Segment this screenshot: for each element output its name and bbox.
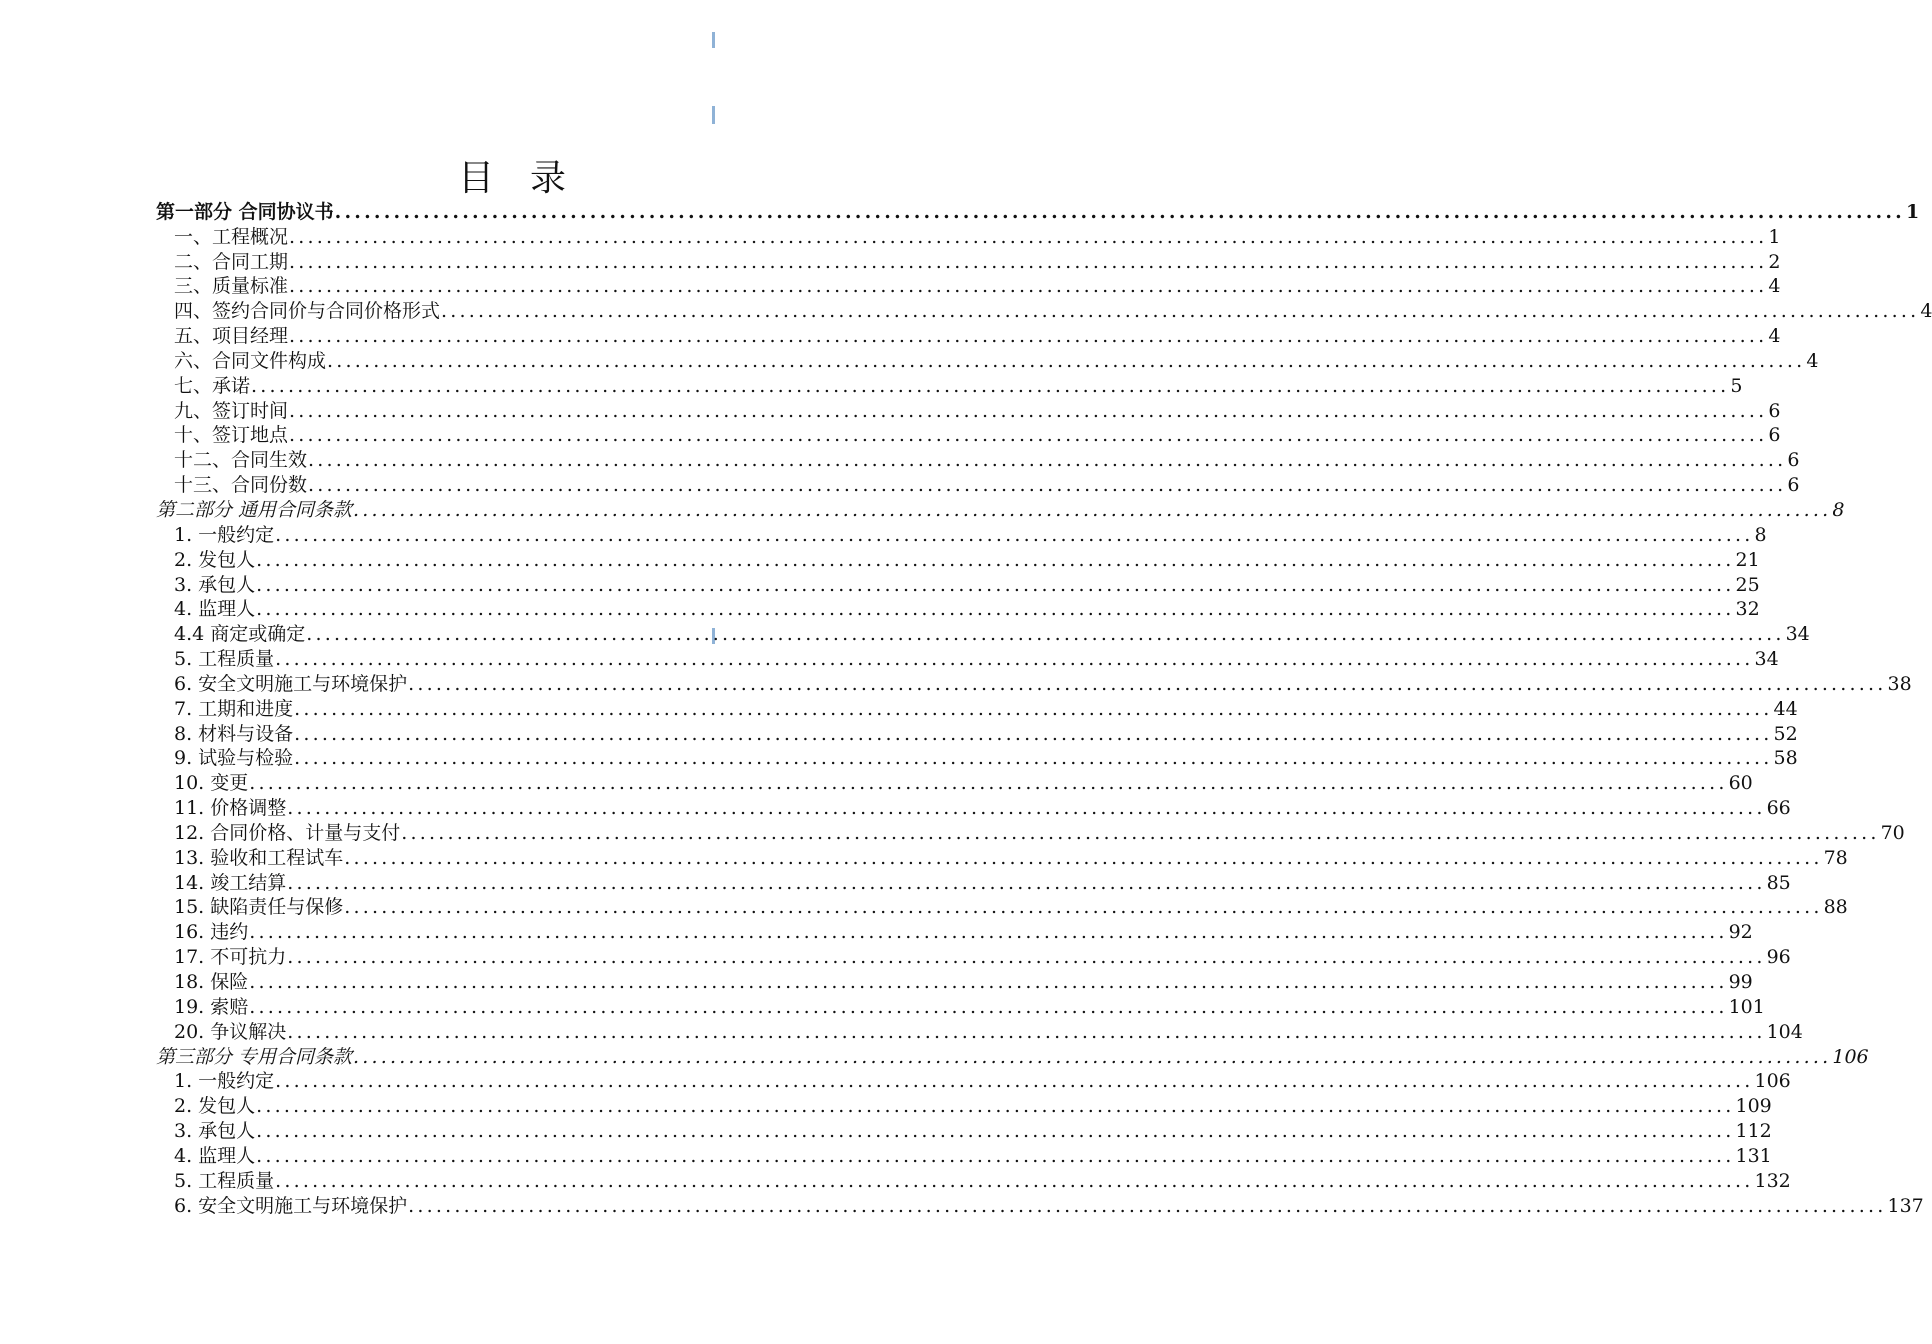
toc-entry-label: 二、合同工期 — [174, 250, 289, 273]
toc-entry[interactable] — [156, 671, 1912, 696]
toc-entry-label: 2. 发包人 — [174, 1095, 256, 1118]
toc-entry[interactable] — [156, 249, 1781, 274]
text-cursor-mark-top — [712, 32, 715, 48]
toc-entry[interactable] — [156, 646, 1779, 671]
toc-entry-label: 3. 承包人 — [174, 573, 256, 596]
toc-entry[interactable] — [156, 1143, 1772, 1168]
toc-entry-page-number: 4 — [1806, 349, 1819, 372]
toc-entry[interactable] — [156, 447, 1800, 472]
toc-entry[interactable] — [156, 373, 1743, 398]
toc-entry-label: 1. 一般约定 — [174, 1070, 275, 1093]
toc-entry[interactable] — [156, 621, 1810, 646]
toc-entry-label: 10. 变更 — [174, 772, 249, 795]
toc-entry-page-number: 1 — [1905, 200, 1920, 223]
toc-leader-dots: ................................................................................................................................................................ — [289, 275, 1768, 298]
toc-entry-page-number: 5 — [1730, 374, 1743, 397]
toc-entry-page-number: 6 — [1768, 399, 1781, 422]
toc-leader-dots: ................................................................................................................................................................ — [289, 225, 1768, 248]
toc-entry-label: 1. 一般约定 — [174, 523, 275, 546]
toc-entry-page-number: 4 — [1768, 275, 1781, 298]
toc-entry[interactable] — [156, 547, 1760, 572]
toc-entry-label: 17. 不可抗力 — [174, 946, 287, 969]
toc-entry-page-number: 44 — [1773, 697, 1798, 720]
toc-entry[interactable] — [156, 919, 1753, 944]
toc-leader-dots: ................................................................................................................................................................ — [441, 300, 1920, 323]
toc-entry-label: 5. 工程质量 — [174, 1169, 275, 1192]
toc-leader-dots: ................................................................................................................................................................ — [344, 896, 1823, 919]
toc-entry[interactable] — [156, 820, 1905, 845]
toc-entry[interactable] — [156, 1193, 1924, 1218]
toc-leader-dots: ................................................................................................................................................................ — [353, 498, 1832, 521]
toc-entry-label: 3. 承包人 — [174, 1120, 256, 1143]
toc-entry-page-number: 1 — [1768, 225, 1781, 248]
toc-entry-label: 一、工程概况 — [174, 225, 289, 248]
toc-entry[interactable] — [156, 944, 1791, 969]
toc-entry[interactable] — [156, 224, 1781, 249]
toc-entry[interactable] — [156, 423, 1781, 448]
toc-leader-dots: ................................................................................................................................................................ — [287, 871, 1766, 894]
toc-leader-dots: ................................................................................................................................................................ — [275, 648, 1754, 671]
toc-entry[interactable] — [156, 994, 1765, 1019]
toc-entry-page-number: 96 — [1766, 946, 1791, 969]
toc-entry-page-number: 132 — [1754, 1169, 1791, 1192]
toc-entry-label: 十二、合同生效 — [174, 449, 308, 472]
toc-entry-label: 十、签订地点 — [174, 424, 289, 447]
toc-entry-page-number: 70 — [1880, 821, 1905, 844]
toc-entry-page-number: 88 — [1823, 896, 1848, 919]
toc-leader-dots: ................................................................................................................................................................ — [408, 672, 1887, 695]
toc-entry-label: 14. 竣工结算 — [174, 871, 287, 894]
toc-leader-dots: ................................................................................................................................................................ — [408, 1194, 1887, 1217]
toc-leader-dots: ................................................................................................................................................................ — [294, 697, 1773, 720]
toc-leader-dots: ................................................................................................................................................................ — [401, 821, 1880, 844]
toc-entry-label: 13. 验收和工程试车 — [174, 846, 344, 869]
toc-entry-page-number: 58 — [1773, 747, 1798, 770]
toc-leader-dots: ................................................................................................................................................................ — [308, 474, 1787, 497]
toc-entry[interactable] — [156, 969, 1753, 994]
toc-entry-page-number: 8 — [1754, 523, 1767, 546]
toc-leader-dots: ................................................................................................................................................................ — [256, 548, 1735, 571]
toc-entry-page-number: 106 — [1754, 1070, 1791, 1093]
toc-entry[interactable] — [156, 795, 1791, 820]
toc-leader-dots: ................................................................................................................................................................ — [275, 523, 1754, 546]
toc-leader-dots: ................................................................................................................................................................ — [327, 349, 1806, 372]
toc-entry-label: 19. 索赔 — [174, 995, 249, 1018]
toc-entry-label: 第三部分 专用合同条款 — [156, 1045, 353, 1068]
toc-leader-dots: ................................................................................................................................................................ — [287, 946, 1766, 969]
toc-entry[interactable] — [156, 895, 1848, 920]
toc-entry-label: 18. 保险 — [174, 971, 249, 993]
toc-entry[interactable] — [156, 1044, 1869, 1069]
toc-entry-page-number: 34 — [1754, 648, 1779, 671]
toc-entry-page-number: 104 — [1766, 1020, 1803, 1043]
toc-entry[interactable] — [156, 1019, 1803, 1044]
toc-entry-page-number: 131 — [1735, 1144, 1772, 1167]
toc-leader-dots: ................................................................................................................................................................ — [353, 1045, 1832, 1068]
toc-entry[interactable] — [156, 522, 1767, 547]
toc-leader-dots: ................................................................................................................................................................ — [287, 1020, 1766, 1043]
toc-leader-dots: ................................................................................................................................................................ — [256, 1095, 1735, 1118]
toc-entry-label: 5. 工程质量 — [174, 648, 275, 671]
page-title: 目 录 — [457, 158, 566, 199]
toc-entry-page-number: 34 — [1785, 623, 1810, 646]
toc-entry-label: 4.4 商定或确定 — [174, 623, 306, 646]
toc-leader-dots: ................................................................................................................................................................ — [275, 1169, 1754, 1192]
toc-entry[interactable] — [156, 298, 1932, 323]
toc-entry-label: 四、签约合同价与合同价格形式 — [174, 300, 441, 323]
toc-entry-label: 第一部分 合同协议书 — [156, 200, 334, 223]
toc-entry[interactable] — [156, 472, 1800, 497]
toc-entry[interactable] — [156, 497, 1845, 522]
text-cursor-mark-mid — [712, 106, 715, 124]
toc-entry-label: 15. 缺陷责任与保修 — [174, 896, 344, 919]
toc-entry-label: 16. 违约 — [174, 921, 249, 944]
toc-entry[interactable] — [156, 348, 1819, 373]
toc-entry[interactable] — [156, 1118, 1772, 1143]
toc-entry-page-number: 6 — [1768, 424, 1781, 447]
toc-entry-label: 五、项目经理 — [174, 325, 289, 348]
toc-entry-label: 12. 合同价格、计量与支付 — [174, 821, 401, 844]
toc-entry[interactable] — [156, 597, 1760, 622]
toc-leader-dots: ................................................................................................................................................................ — [251, 374, 1730, 397]
toc-entry-page-number: 92 — [1728, 921, 1753, 944]
toc-leader-dots: ................................................................................................................................................................ — [249, 921, 1728, 944]
toc-entry-label: 第二部分 通用合同条款 — [156, 498, 353, 521]
toc-entry-page-number: 38 — [1887, 672, 1912, 695]
toc-leader-dots: ................................................................................................................................................................ — [294, 747, 1773, 770]
toc-entry-label: 7. 工期和进度 — [174, 697, 294, 720]
toc-leader-dots: ................................................................................................................................................................ — [249, 995, 1728, 1018]
toc-entry[interactable] — [156, 770, 1753, 795]
toc-leader-dots: ................................................................................................................................................................ — [334, 200, 1905, 223]
toc-entry-page-number: 66 — [1766, 797, 1791, 820]
toc-entry-label: 三、质量标准 — [174, 275, 289, 298]
toc-leader-dots: ................................................................................................................................................................ — [306, 623, 1785, 646]
toc-entry[interactable] — [156, 199, 1920, 224]
toc-entry[interactable] — [156, 845, 1848, 870]
toc-entry-page-number: 4 — [1768, 325, 1781, 348]
toc-entry-page-number: 106 — [1832, 1045, 1869, 1068]
toc-entry-page-number: 6 — [1787, 449, 1800, 472]
toc-leader-dots: ................................................................................................................................................................ — [256, 1144, 1735, 1167]
toc-leader-dots: ................................................................................................................................................................ — [344, 846, 1823, 869]
toc-entry-label: 七、承诺 — [174, 374, 251, 397]
toc-entry[interactable] — [156, 274, 1781, 299]
toc-entry-label: 9. 试验与检验 — [174, 747, 294, 770]
toc-leader-dots: ................................................................................................................................................................ — [275, 1070, 1754, 1093]
toc-entry-page-number: 2 — [1768, 250, 1781, 273]
toc-leader-dots: ................................................................................................................................................................ — [256, 1120, 1735, 1143]
toc-entry-page-number: 60 — [1728, 772, 1753, 795]
toc-leader-dots: ................................................................................................................................................................ — [249, 971, 1728, 993]
toc-entry[interactable] — [156, 1093, 1772, 1118]
toc-entry-page-number: 99 — [1728, 971, 1753, 993]
toc-entry-label: 11. 价格调整 — [174, 797, 287, 820]
toc-entry-page-number: 6 — [1787, 474, 1800, 497]
toc-leader-dots: ................................................................................................................................................................ — [287, 797, 1766, 820]
toc-leader-dots: ................................................................................................................................................................ — [249, 772, 1728, 795]
toc-leader-dots: ................................................................................................................................................................ — [294, 722, 1773, 745]
toc-entry-label: 4. 监理人 — [174, 598, 256, 621]
toc-entry-label: 2. 发包人 — [174, 548, 256, 571]
toc-leader-dots: ................................................................................................................................................................ — [289, 399, 1768, 422]
toc-entry-page-number: 4 — [1920, 300, 1932, 323]
toc-entry-label: 六、合同文件构成 — [174, 349, 327, 372]
toc-entry[interactable] — [156, 572, 1760, 597]
toc-leader-dots: ................................................................................................................................................................ — [289, 250, 1768, 273]
toc-entry-label: 九、签订时间 — [174, 399, 289, 422]
toc-leader-dots: ................................................................................................................................................................ — [289, 424, 1768, 447]
toc-entry[interactable] — [156, 398, 1781, 423]
toc-entry[interactable] — [156, 696, 1798, 721]
toc-leader-dots: ................................................................................................................................................................ — [256, 573, 1735, 596]
toc-leader-dots: ................................................................................................................................................................ — [256, 598, 1735, 621]
toc-leader-dots: ................................................................................................................................................................ — [308, 449, 1787, 472]
table-of-contents — [156, 199, 1932, 1218]
toc-entry-page-number: 21 — [1735, 548, 1760, 571]
toc-entry-page-number: 101 — [1728, 995, 1765, 1018]
toc-entry-label: 20. 争议解决 — [174, 1020, 287, 1043]
toc-leader-dots: ................................................................................................................................................................ — [289, 325, 1768, 348]
toc-entry-page-number: 25 — [1735, 573, 1760, 596]
toc-entry-label: 6. 安全文明施工与环境保护 — [174, 1194, 408, 1217]
toc-entry-label: 十三、合同份数 — [174, 474, 308, 497]
toc-entry-page-number: 32 — [1735, 598, 1760, 621]
toc-entry[interactable] — [156, 746, 1798, 771]
toc-entry-label: 4. 监理人 — [174, 1144, 256, 1167]
toc-entry-page-number: 85 — [1766, 871, 1791, 894]
toc-entry-page-number: 8 — [1832, 498, 1845, 521]
toc-entry-page-number: 137 — [1887, 1194, 1924, 1217]
toc-entry[interactable] — [156, 1069, 1791, 1094]
toc-entry-page-number: 112 — [1735, 1120, 1772, 1143]
toc-entry[interactable] — [156, 870, 1791, 895]
toc-entry-page-number: 78 — [1823, 846, 1848, 869]
toc-entry[interactable] — [156, 721, 1798, 746]
toc-entry-label: 8. 材料与设备 — [174, 722, 294, 745]
toc-entry-page-number: 52 — [1773, 722, 1798, 745]
toc-entry[interactable] — [156, 323, 1781, 348]
toc-entry[interactable] — [156, 1168, 1791, 1193]
toc-entry-label: 6. 安全文明施工与环境保护 — [174, 672, 408, 695]
toc-entry-page-number: 109 — [1735, 1095, 1772, 1118]
